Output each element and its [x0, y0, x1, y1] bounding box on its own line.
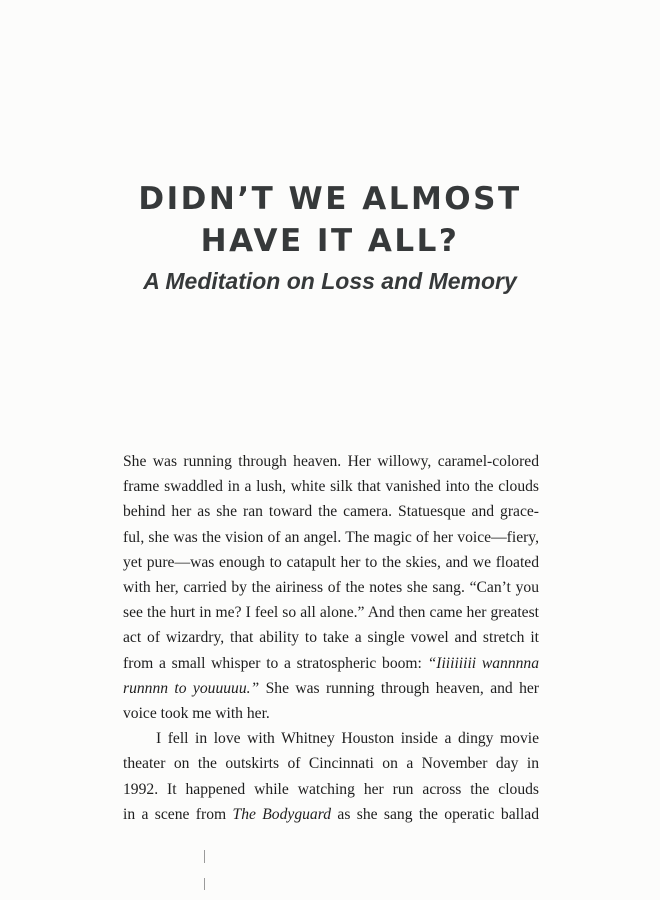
text-line	[123, 676, 539, 701]
chapter-title	[60, 178, 600, 262]
text-line: behind her as she ran toward the camera. Statuesque and grace-	[123, 503, 539, 521]
scan-margin-mark	[204, 850, 205, 863]
paragraph-1	[123, 449, 539, 726]
text-line: voice took me with her.	[123, 705, 270, 723]
film-title: The Bodyguard	[232, 805, 332, 823]
text-line: ful, she was the vision of an angel. The magic of her voice—fiery,	[123, 528, 539, 546]
text-line	[123, 802, 539, 827]
lyric-quote: runnnn to youuuuu.”	[123, 679, 260, 697]
text-line: theater on the outskirts of Cincinnati on a November day in	[123, 755, 539, 773]
text-line: frame swaddled in a lush, white silk that vanished into the clouds	[123, 478, 539, 496]
text-line: act of wizardry, that ability to take a single vowel and stretch it	[123, 629, 539, 647]
scan-margin-mark	[204, 878, 205, 890]
text-line: yet pure—was enough to catapult her to the skies, and we floated	[123, 553, 539, 571]
text-run: from a small whisper to a stratospheric boom:	[123, 654, 428, 672]
text-line	[123, 651, 539, 676]
paragraph-2	[123, 726, 539, 827]
chapter-subtitle: A Meditation on Loss and Memory	[143, 268, 517, 294]
text-line: She was running through heaven. Her willowy, caramel-colored	[123, 453, 539, 470]
text-line: with her, carried by the airiness of the notes she sang. “Can’t you	[123, 579, 539, 597]
text-line: 1992. It happened while watching her run across the clouds	[123, 780, 539, 798]
chapter-title-line-1: DIDN’T WE ALMOST	[138, 181, 522, 217]
body-text	[123, 449, 539, 827]
text-line: I fell in love with Whitney Houston inside a dingy movie	[156, 730, 539, 748]
lyric-quote: “Iiiiiiiii wannnna	[427, 654, 540, 672]
chapter-title-line-2: HAVE IT ALL?	[200, 223, 460, 259]
text-run: She was running through heaven, and her	[259, 679, 539, 697]
text-line: see the hurt in me? I feel so all alone.” And then came her greatest	[123, 604, 539, 622]
text-run: as she sang the operatic ballad	[331, 805, 540, 823]
text-run: in a scene from	[123, 805, 233, 823]
